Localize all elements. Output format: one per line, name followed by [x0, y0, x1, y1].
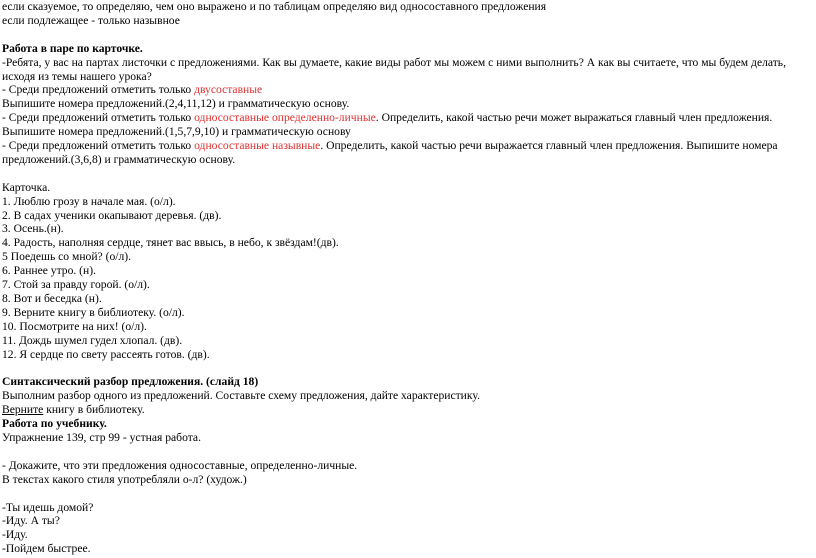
task-1-highlight: двусоставные [194, 83, 263, 97]
spacer [2, 362, 812, 376]
pair-work-paragraph: -Ребята, у вас на партах листочки с предложениями. Как вы думаете, какие виды работ мы можем с ними выполнить? А как вы считаете, что мы будем делать, исходя из темы нашего урока? [2, 55, 786, 83]
task-3-text: - Среди предложений отметить только [2, 139, 195, 153]
task-1-text: - Среди предложений отметить только [2, 83, 195, 97]
syntax-heading: Синтаксический разбор предложения. (слайд 18) [2, 375, 259, 389]
textbook-line-3: В текстах какого стиля употребляли о-л? (худож.) [2, 472, 247, 486]
spacer [2, 445, 812, 459]
syntax-line-2 [2, 403, 812, 417]
intro-line-2: если подлежащее - только назывное [2, 13, 180, 27]
syntax-underlined-word: Верните [2, 403, 44, 417]
task-1 [2, 83, 812, 97]
task-2-rest: . Определить, какой частью речи может выражаться главный член предложения. Выпишите номера предложений.(1,5,7,9,10) и грамматическую основу [2, 111, 773, 139]
task-2-highlight: односоставные определенно-личные [194, 111, 376, 125]
card-item: 7. Стой за правду горой. (о/л). [2, 278, 150, 292]
task-2-text: - Среди предложений отметить только [2, 111, 195, 125]
task-3-highlight: односоставные назывные [194, 139, 321, 153]
card-item: 11. Дождь шумел гудел хлопал. (дв). [2, 333, 183, 347]
card-item: 2. В садах ученики окапывают деревья. (дв). [2, 208, 222, 222]
card-item: 10. Посмотрите на них! (о/л). [2, 319, 147, 333]
task-3-rest: . Определить, какой частью речи выражается главный член предложения. Выпишите номера предложений.(3,6,8) и грамматическую основу. [2, 139, 778, 166]
spacer [2, 167, 812, 181]
dialogue-line: -Пойдем быстрее. [2, 542, 91, 556]
card-item: 5 Поедешь со мной? (о/л). [2, 250, 132, 264]
task-1-detail: Выпишите номера предложений.(2,4,11,12) и грамматическую основу. [2, 97, 350, 111]
task-2 [2, 111, 812, 139]
card-item: 6. Раннее утро. (н). [2, 264, 97, 278]
textbook-line-2: - Докажите, что эти предложения односоставные, определенно-личные. [2, 458, 358, 472]
textbook-heading: Работа по учебнику. [2, 417, 107, 431]
card-item: 12. Я сердце по свету рассеять готов. (дв). [2, 347, 210, 361]
spacer [2, 28, 812, 42]
card-item: 4. Радость, наполняя сердце, тянет вас ввысь, в небо, к звёздам!(дв). [2, 236, 339, 250]
card-item: 8. Вот и беседка (н). [2, 292, 102, 305]
dialogue-line: -Иду. А ты? [2, 514, 60, 528]
task-3 [2, 139, 812, 167]
textbook-line-1: Упражнение 139, стр 99 - устная работа. [2, 431, 201, 445]
card-title: Карточка. [2, 180, 51, 194]
card-item: 1. Люблю грозу в начале мая. (о/л). [2, 194, 176, 208]
card-item: 3. Осень.(н). [2, 222, 64, 236]
intro-line-1: если сказуемое, то определяю, чем оно выражено и по таблицам определяю вид односоставного предложения [2, 0, 547, 13]
pair-work-heading: Работа в паре по карточке. [2, 41, 143, 55]
dialogue-line: -Иду. [2, 528, 28, 542]
card-item: 9. Верните книгу в библиотеку. (о/л). [2, 305, 185, 319]
dialogue-line: -Ты идешь домой? [2, 500, 94, 514]
syntax-line-1: Выполним разбор одного из предложений. Составьте схему предложения, дайте характеристику. [2, 389, 480, 403]
spacer [2, 487, 812, 501]
syntax-line-2-rest: книгу в библиотеку. [43, 403, 145, 417]
